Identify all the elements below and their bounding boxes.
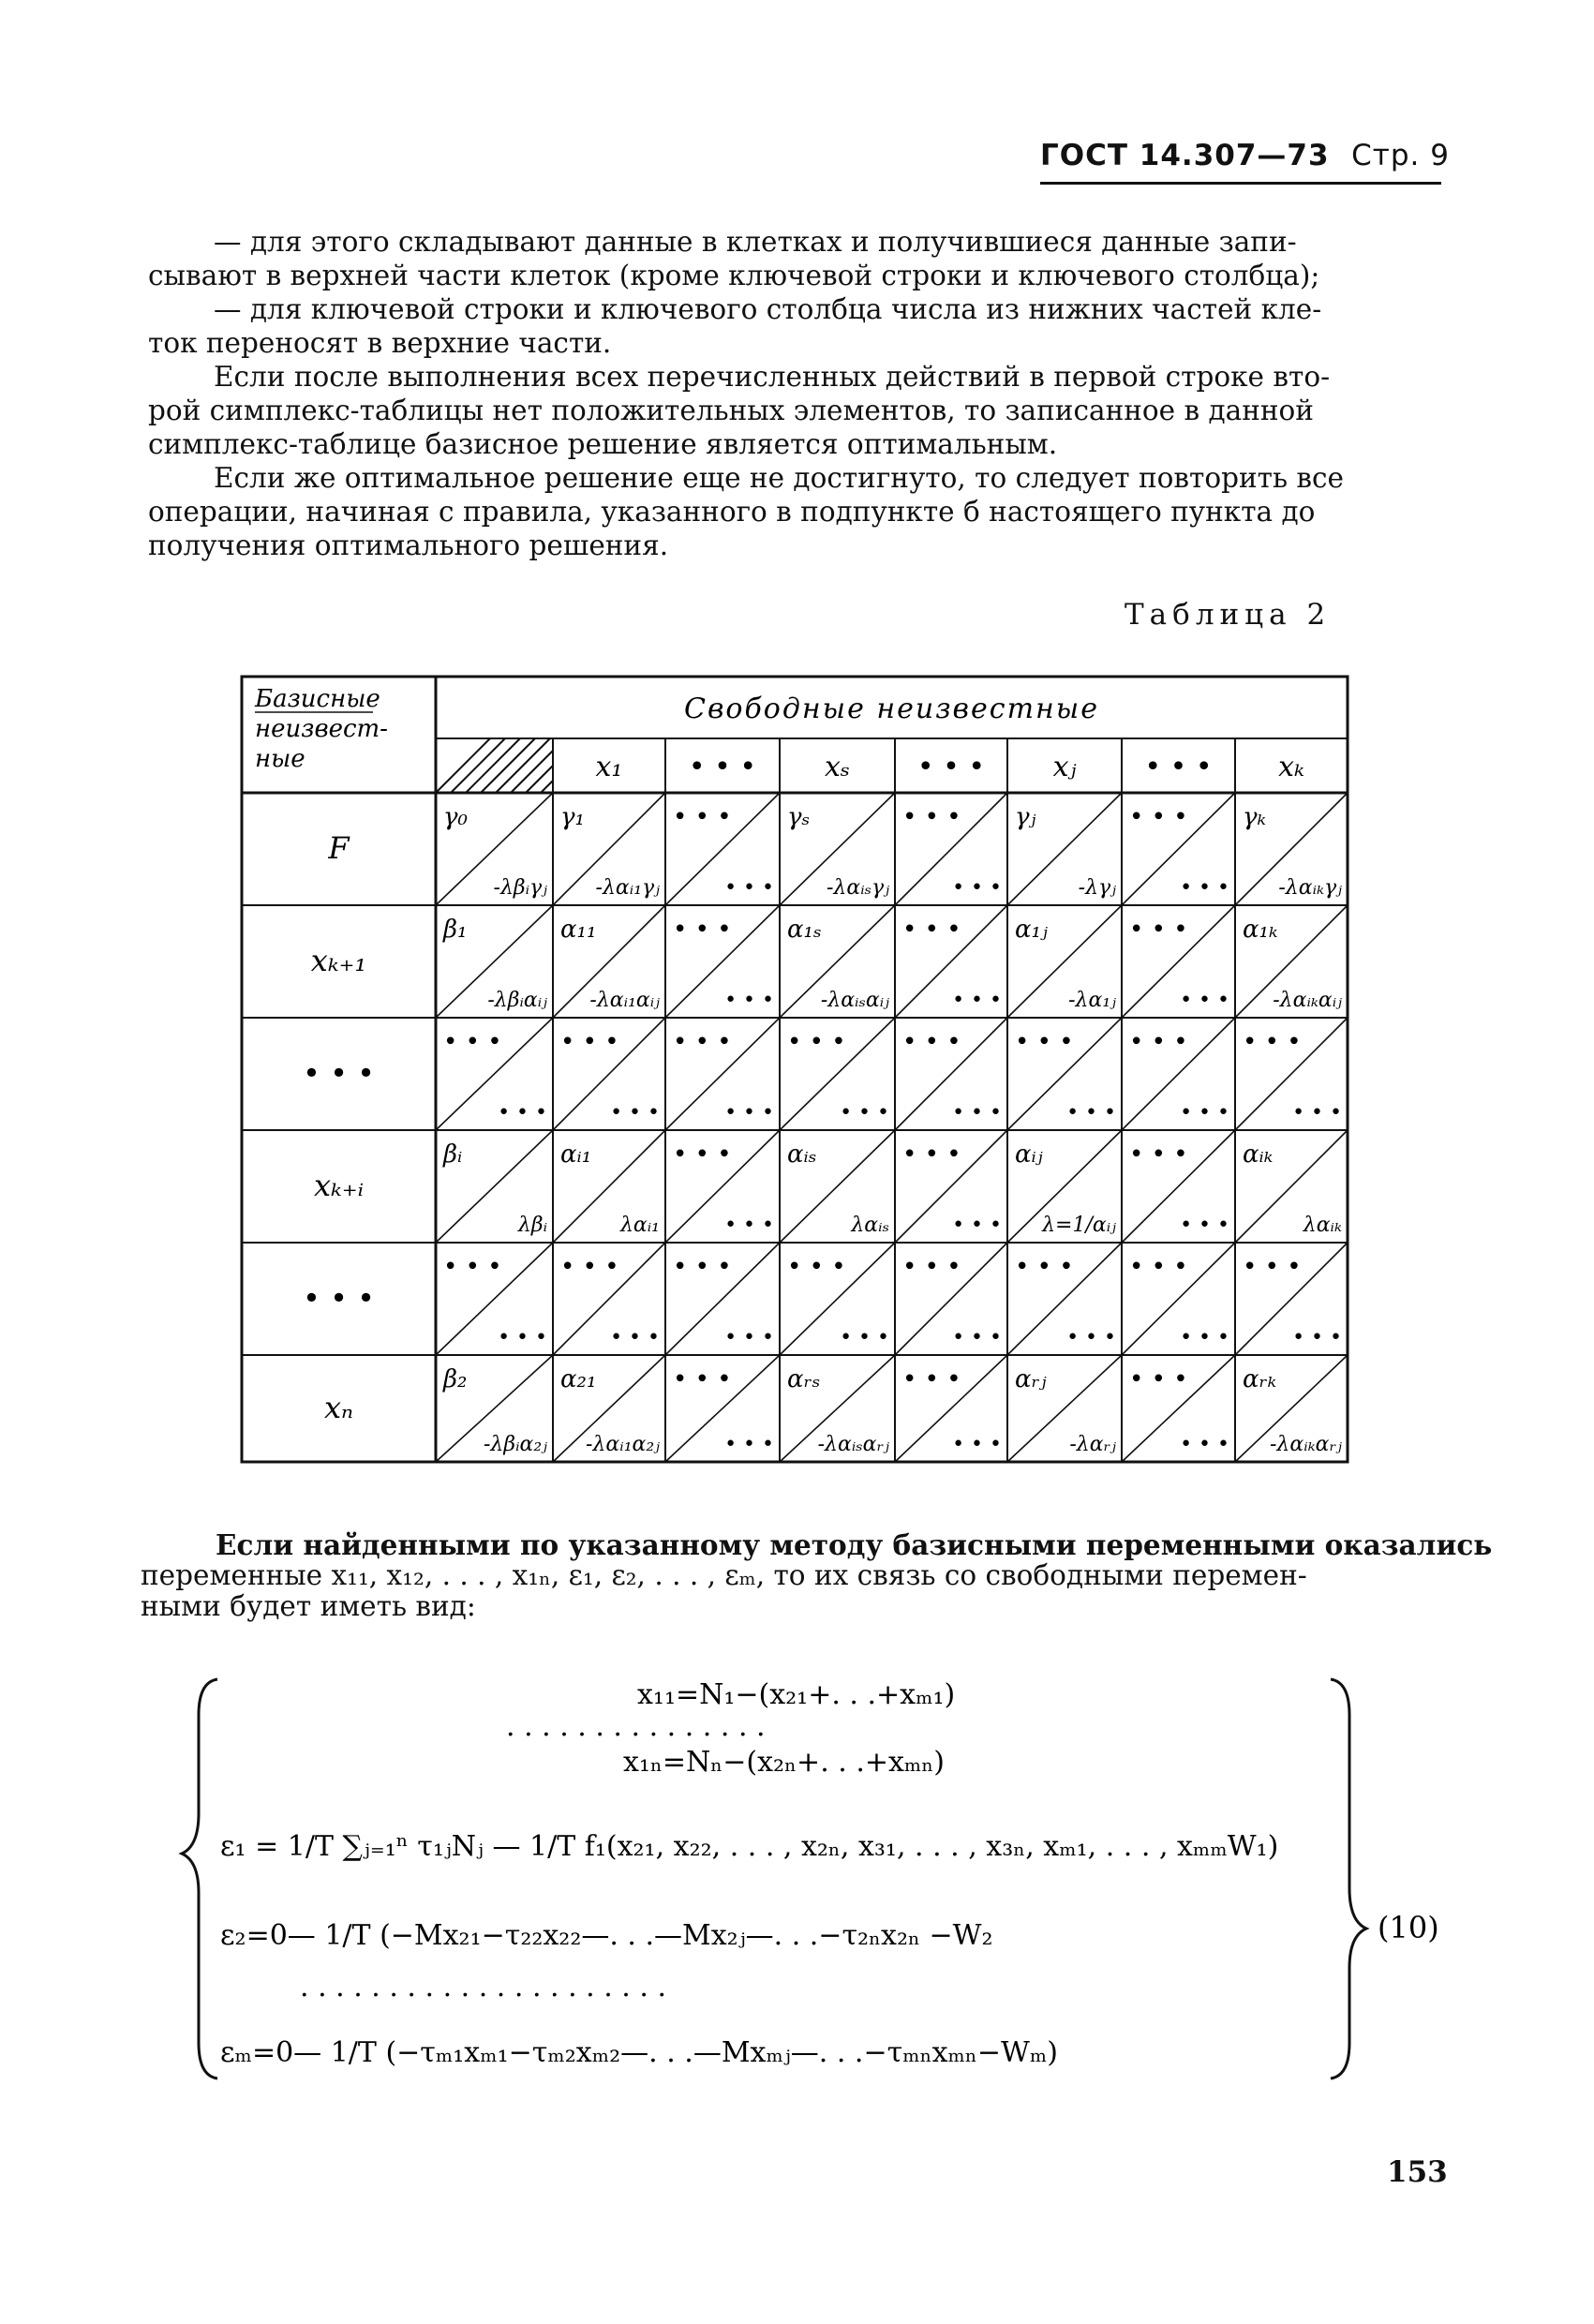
cell-bottom-value: • • • — [1180, 876, 1229, 900]
text-line: переменные x₁₁, x₁₂, . . . , x₁ₙ, ε₁, ε₂, . . . , εₘ, то их связь со свободными перемен- — [141, 1559, 1307, 1591]
cell-top-value: • • • — [902, 1365, 961, 1393]
cell-top-value: • • • — [902, 803, 961, 831]
cell-bottom-value: -λαᵢₖγⱼ — [1278, 876, 1342, 900]
column-header: • • • — [1144, 751, 1213, 783]
cell-bottom-value: -λαᵢₛαᵢⱼ — [820, 989, 889, 1012]
cell-bottom-value: • • • — [840, 1326, 889, 1349]
row-label: • • • — [303, 1280, 375, 1316]
text-line: симплекс-таблице базисное решение является оптимальным. — [148, 428, 1058, 460]
text-line: операции, начиная с правила, указанного в подпункте б настоящего пункта до — [148, 496, 1316, 528]
free-header: Свободные неизвестные — [684, 693, 1099, 725]
cell-bottom-value: -λγⱼ — [1078, 876, 1116, 900]
cell-bottom-value: • • • — [724, 1101, 774, 1125]
cell-top-value: • • • — [1015, 1253, 1074, 1281]
cell-top-value: • • • — [560, 1253, 619, 1281]
cell-bottom-value: -λαᵢₖαᵣⱼ — [1270, 1433, 1342, 1456]
cell-top-value: • • • — [443, 1253, 502, 1281]
cell-top-value: • • • — [1243, 1253, 1302, 1281]
text-line: получения оптимального решения. — [148, 529, 669, 561]
cell-top-value: • • • — [673, 916, 732, 944]
cell-top-value: α₁ₖ — [1243, 916, 1278, 944]
cell-bottom-value: λ=1/αᵢⱼ — [1042, 1214, 1116, 1237]
corner-header-text: ные — [255, 745, 305, 773]
page-number: 153 — [1387, 2155, 1448, 2189]
cell-bottom-value: • • • — [1180, 989, 1229, 1012]
text-line: Если же оптимальное решение еще не достигнуто, то следует повторить все — [214, 462, 1344, 494]
cell-bottom-value: • • • — [952, 1214, 1002, 1237]
cell-bottom-value: -λαᵢ₁α₂ⱼ — [586, 1433, 660, 1456]
column-header: • • • — [688, 751, 757, 783]
cell-top-value: • • • — [560, 1028, 619, 1056]
cell-top-value: αᵢₖ — [1243, 1140, 1274, 1169]
cell-top-value: αᵣⱼ — [1015, 1365, 1047, 1393]
cell-top-value: γⱼ — [1015, 803, 1036, 831]
cell-top-value: • • • — [673, 1253, 732, 1281]
left-brace — [182, 1679, 217, 2078]
equation-number: (10) — [1378, 1910, 1439, 1945]
cell-top-value: α₁ₛ — [787, 916, 822, 944]
cell-top-value: • • • — [902, 1028, 961, 1056]
cell-top-value: • • • — [673, 1365, 732, 1393]
cell-top-value: αᵢⱼ — [1015, 1140, 1043, 1169]
cell-bottom-value: • • • — [724, 1326, 774, 1349]
text-line: сывают в верхней части клеток (кроме ключевой строки и ключевого столбца); — [148, 260, 1320, 291]
cell-top-value: • • • — [1129, 1365, 1188, 1393]
cell-top-value: α₁₁ — [560, 916, 597, 944]
text-line: — для этого складывают данные в клетках и получившиеся данные запи- — [214, 226, 1297, 258]
row-label: xₙ — [323, 1390, 354, 1425]
cell-bottom-value: • • • — [1180, 1433, 1229, 1456]
cell-top-value: α₁ⱼ — [1015, 916, 1048, 944]
cell-bottom-value: • • • — [1066, 1326, 1116, 1349]
cell-bottom-value: -λαᵢ₁αᵢⱼ — [589, 989, 660, 1012]
cell-top-value: αᵢₛ — [787, 1140, 817, 1169]
cell-top-value: • • • — [673, 1140, 732, 1169]
cell-bottom-value: • • • — [724, 876, 774, 900]
cell-top-value: • • • — [1129, 1253, 1188, 1281]
equation-line: ε₂=0— 1/T (−Mx₂₁−τ₂₂x₂₂—. . .—Mx₂ⱼ—. . .−τ₂ₙx₂ₙ −W₂ — [220, 1919, 993, 1952]
cell-top-value: αᵣₛ — [787, 1365, 821, 1393]
cell-top-value: • • • — [1129, 916, 1188, 944]
cell-top-value: • • • — [1015, 1028, 1074, 1056]
cell-top-value: • • • — [902, 1253, 961, 1281]
table-caption: Таблица 2 — [1125, 598, 1332, 632]
cell-bottom-value: • • • — [952, 876, 1002, 900]
cell-top-value: βᵢ — [443, 1140, 463, 1169]
cell-top-value: α₂₁ — [560, 1365, 597, 1393]
cell-bottom-value: • • • — [952, 1101, 1002, 1125]
header-text: ГОСТ 14.307—73 Стр. 9 — [1040, 139, 1450, 172]
cell-bottom-value: -λβᵢγⱼ — [493, 876, 547, 900]
cell-top-value: • • • — [1129, 1140, 1188, 1169]
equation-line: εₘ=0— 1/T (−τₘ₁xₘ₁−τₘ₂xₘ₂—. . .—Mxₘⱼ—. . .−τₘₙxₘₙ−Wₘ) — [220, 2036, 1058, 2069]
cell-top-value: • • • — [787, 1028, 846, 1056]
text-line: Если найденными по указанному методу базисными переменными оказались — [216, 1528, 1493, 1561]
cell-bottom-value: -λαᵢₖαᵢⱼ — [1273, 989, 1342, 1012]
cell-bottom-value: -λαᵣⱼ — [1069, 1433, 1116, 1456]
cell-bottom-value: λαᵢ₁ — [619, 1214, 660, 1237]
cell-top-value: • • • — [673, 1028, 732, 1056]
cell-bottom-value: λβᵢ — [517, 1214, 547, 1237]
cell-top-value: αᵢ₁ — [560, 1140, 592, 1169]
cell-bottom-value: • • • — [1066, 1101, 1116, 1125]
cell-bottom-value: • • • — [1180, 1214, 1229, 1237]
cell-top-value: αᵣₖ — [1243, 1365, 1277, 1393]
column-header: x₁ — [595, 751, 623, 783]
column-header: xₖ — [1278, 751, 1304, 783]
cell-bottom-value: • • • — [610, 1101, 660, 1125]
cell-top-value: • • • — [673, 803, 732, 831]
cell-bottom-value: • • • — [1180, 1101, 1229, 1125]
cell-bottom-value: • • • — [1292, 1101, 1342, 1125]
cell-top-value: γₖ — [1243, 803, 1267, 831]
cell-top-value: β₂ — [443, 1365, 468, 1393]
cell-bottom-value: -λβᵢαᵢⱼ — [487, 989, 547, 1012]
cell-bottom-value: • • • — [952, 989, 1002, 1012]
cell-bottom-value: • • • — [1292, 1326, 1342, 1349]
cell-top-value: • • • — [443, 1028, 502, 1056]
cell-top-value: • • • — [1129, 803, 1188, 831]
equation-line: x₁₁=N₁−(x₂₁+. . .+xₘ₁) — [637, 1678, 956, 1711]
text-line: ными будет иметь вид: — [141, 1590, 476, 1622]
cell-bottom-value: -λαᵢ₁γⱼ — [595, 876, 660, 900]
row-label: F — [328, 830, 350, 866]
cell-top-value: • • • — [1243, 1028, 1302, 1056]
row-label: xₖ₊ᵢ — [313, 1168, 365, 1203]
cell-bottom-value: -λαᵢₛγⱼ — [826, 876, 889, 900]
cell-bottom-value: • • • — [1180, 1326, 1229, 1349]
text-line: рой симплекс-таблицы нет положительных элементов, то записанное в данной — [148, 395, 1314, 426]
text-line: Если после выполнения всех перечисленных действий в первой строке вто- — [214, 361, 1331, 393]
cell-bottom-value: λαᵢₖ — [1303, 1214, 1342, 1237]
cell-top-value: γ₀ — [443, 803, 468, 831]
row-label: xₖ₊₁ — [310, 943, 367, 978]
cell-top-value: • • • — [902, 1140, 961, 1169]
cell-top-value: • • • — [787, 1253, 846, 1281]
cell-bottom-value: • • • — [952, 1326, 1002, 1349]
text-line: — для ключевой строки и ключевого столбца числа из нижних частей кле- — [214, 293, 1322, 325]
corner-header-text: неизвест- — [255, 715, 388, 743]
column-header: xⱼ — [1052, 751, 1077, 783]
equation-line: ε₁ = 1/T ∑ⱼ₌₁ⁿ τ₁ⱼNⱼ — 1/T f₁(x₂₁, x₂₂, . . . , x₂ₙ, x₃₁, . . . , x₃ₙ, xₘ₁, . . . , xₘₘW₁) — [220, 1830, 1279, 1863]
cell-bottom-value: • • • — [724, 1433, 774, 1456]
cell-bottom-value: • • • — [498, 1326, 547, 1349]
row-label: • • • — [303, 1055, 375, 1091]
equation-line: . . . . . . . . . . . . . . . — [506, 1710, 766, 1743]
cell-top-value: • • • — [902, 916, 961, 944]
cell-bottom-value: -λβᵢα₂ⱼ — [483, 1433, 547, 1456]
cell-bottom-value: • • • — [724, 989, 774, 1012]
text-line: ток переносят в верхние части. — [148, 327, 612, 359]
column-header: xₛ — [824, 751, 851, 783]
cell-bottom-value: • • • — [840, 1101, 889, 1125]
cell-bottom-value: • • • — [724, 1214, 774, 1237]
column-header: • • • — [916, 751, 986, 783]
cell-bottom-value: • • • — [952, 1433, 1002, 1456]
cell-top-value: β₁ — [443, 916, 468, 944]
cell-bottom-value: • • • — [610, 1326, 660, 1349]
cell-bottom-value: • • • — [498, 1101, 547, 1125]
equation-line: x₁ₙ=Nₙ−(x₂ₙ+. . .+xₘₙ) — [623, 1746, 946, 1779]
cell-bottom-value: λαᵢₛ — [851, 1214, 889, 1237]
cell-top-value: γ₁ — [560, 803, 585, 831]
corner-header-text: Базисные — [255, 685, 380, 713]
cell-top-value: γₛ — [787, 803, 811, 831]
right-brace — [1331, 1679, 1366, 2078]
cell-bottom-value: -λα₁ⱼ — [1068, 989, 1116, 1012]
cell-bottom-value: -λαᵢₛαᵣⱼ — [817, 1433, 889, 1456]
equation-line: . . . . . . . . . . . . . . . . . . . . . — [300, 1971, 666, 2004]
cell-top-value: • • • — [1129, 1028, 1188, 1056]
